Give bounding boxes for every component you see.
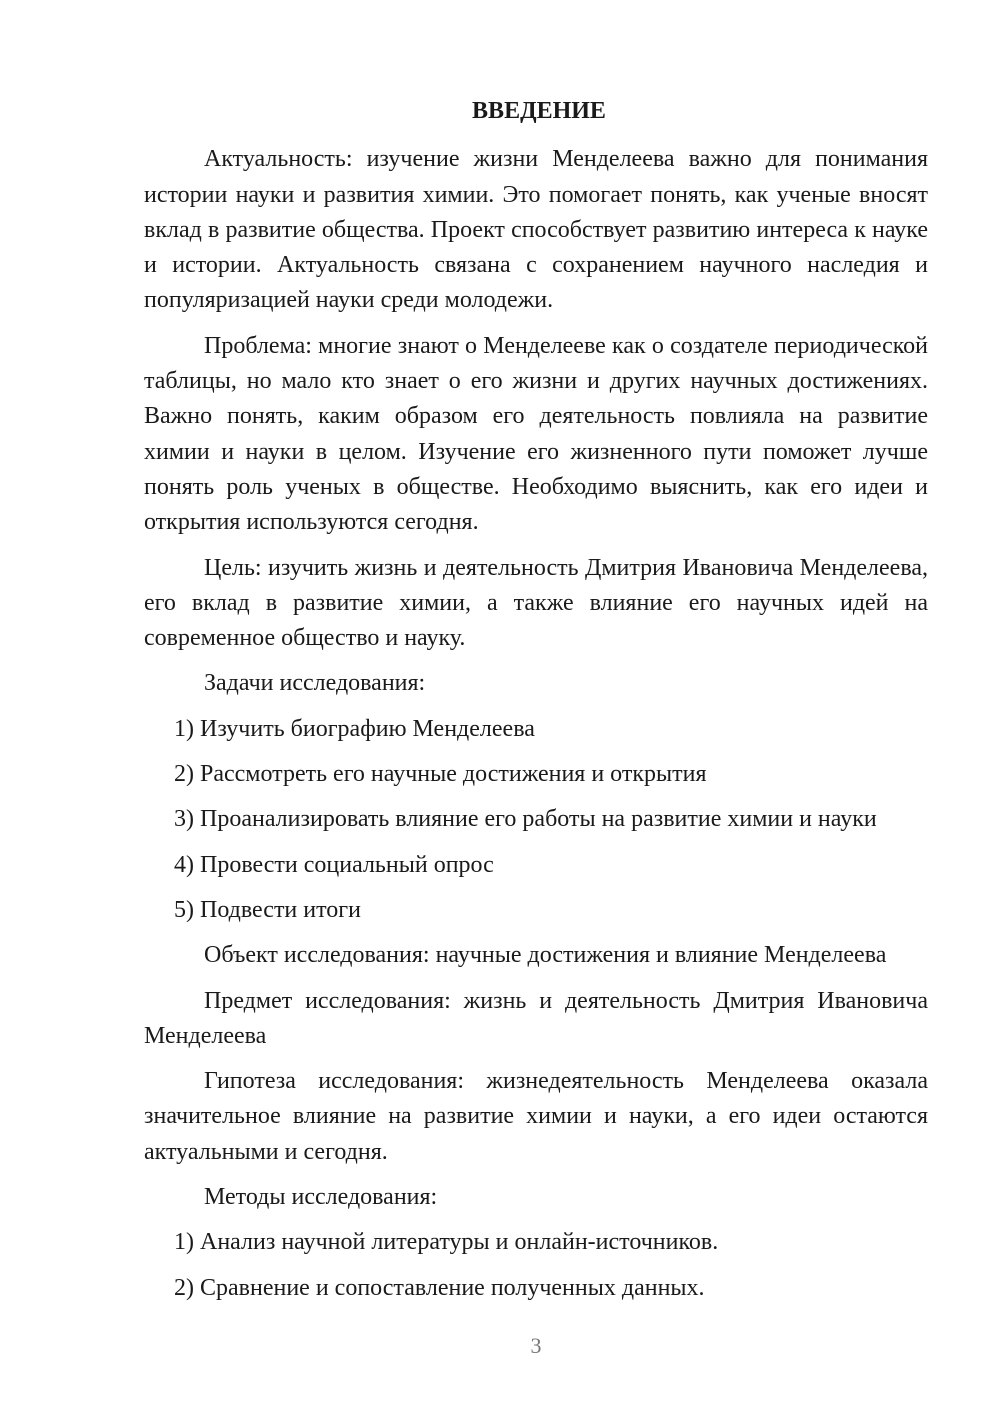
method-item-1: 1) Анализ научной литературы и онлайн-источников. [174, 1229, 719, 1256]
task-item-4: 4) Провести социальный опрос [174, 851, 494, 878]
task-item-3: 3) Проанализировать влияние его работы на развитие химии и науки [174, 806, 877, 833]
tasks-list [144, 712, 928, 928]
page-number: 3 [530, 1333, 542, 1358]
methods-label: Методы исследования: [204, 1184, 438, 1211]
problem-paragraph: Проблема: многие знают о Менделееве как о создателе периодической таблицы, но мало кто знает о его жизни и других научных достижениях. Важно понять, каким образом его деятельность повлияла на развитие химии и науки в целом. Изучение его жизненного пути поможет лучше понять роль ученых в обществе. Необходимо выяснить, как его идеи и открытия используются сегодня. [144, 332, 928, 536]
task-item-5: 5) Подвести итоги [174, 896, 361, 923]
section-title: ВВЕДЕНИЕ [472, 98, 606, 124]
object-paragraph: Объект исследования: научные достижения и влияние Менделеева [204, 942, 887, 969]
goal-paragraph: Цель: изучить жизнь и деятельность Дмитрия Ивановича Менделеева, его вклад в развитие химии, а также влияние его научных идей на современное общество и науку. [144, 554, 928, 652]
task-item-1: 1) Изучить биографию Менделеева [174, 715, 535, 742]
tasks-label: Задачи исследования: [204, 670, 426, 697]
relevance-paragraph: Актуальность: изучение жизни Менделеева важно для понимания истории науки и развития химии. Это помогает понять, как ученые вносят вклад в развитие общества. Проект способствует развитию интереса к науке и истории. Актуальность связана с сохранением научного наследия и популяризацией науки среди молодежи. [144, 146, 928, 314]
method-item-2: 2) Сравнение и сопоставление полученных данных. [174, 1274, 705, 1301]
methods-list [144, 1225, 928, 1306]
hypothesis-paragraph: Гипотеза исследования: жизнедеятельность Менделеева оказала значительное влияние на развитие химии и науки, а его идеи остаются актуальными и сегодня. [144, 1068, 928, 1165]
document-page [144, 94, 928, 1316]
subject-paragraph: Предмет исследования: жизнь и деятельность Дмитрия Ивановича Менделеева [144, 987, 928, 1049]
task-item-2: 2) Рассмотреть его научные достижения и открытия [174, 761, 707, 788]
